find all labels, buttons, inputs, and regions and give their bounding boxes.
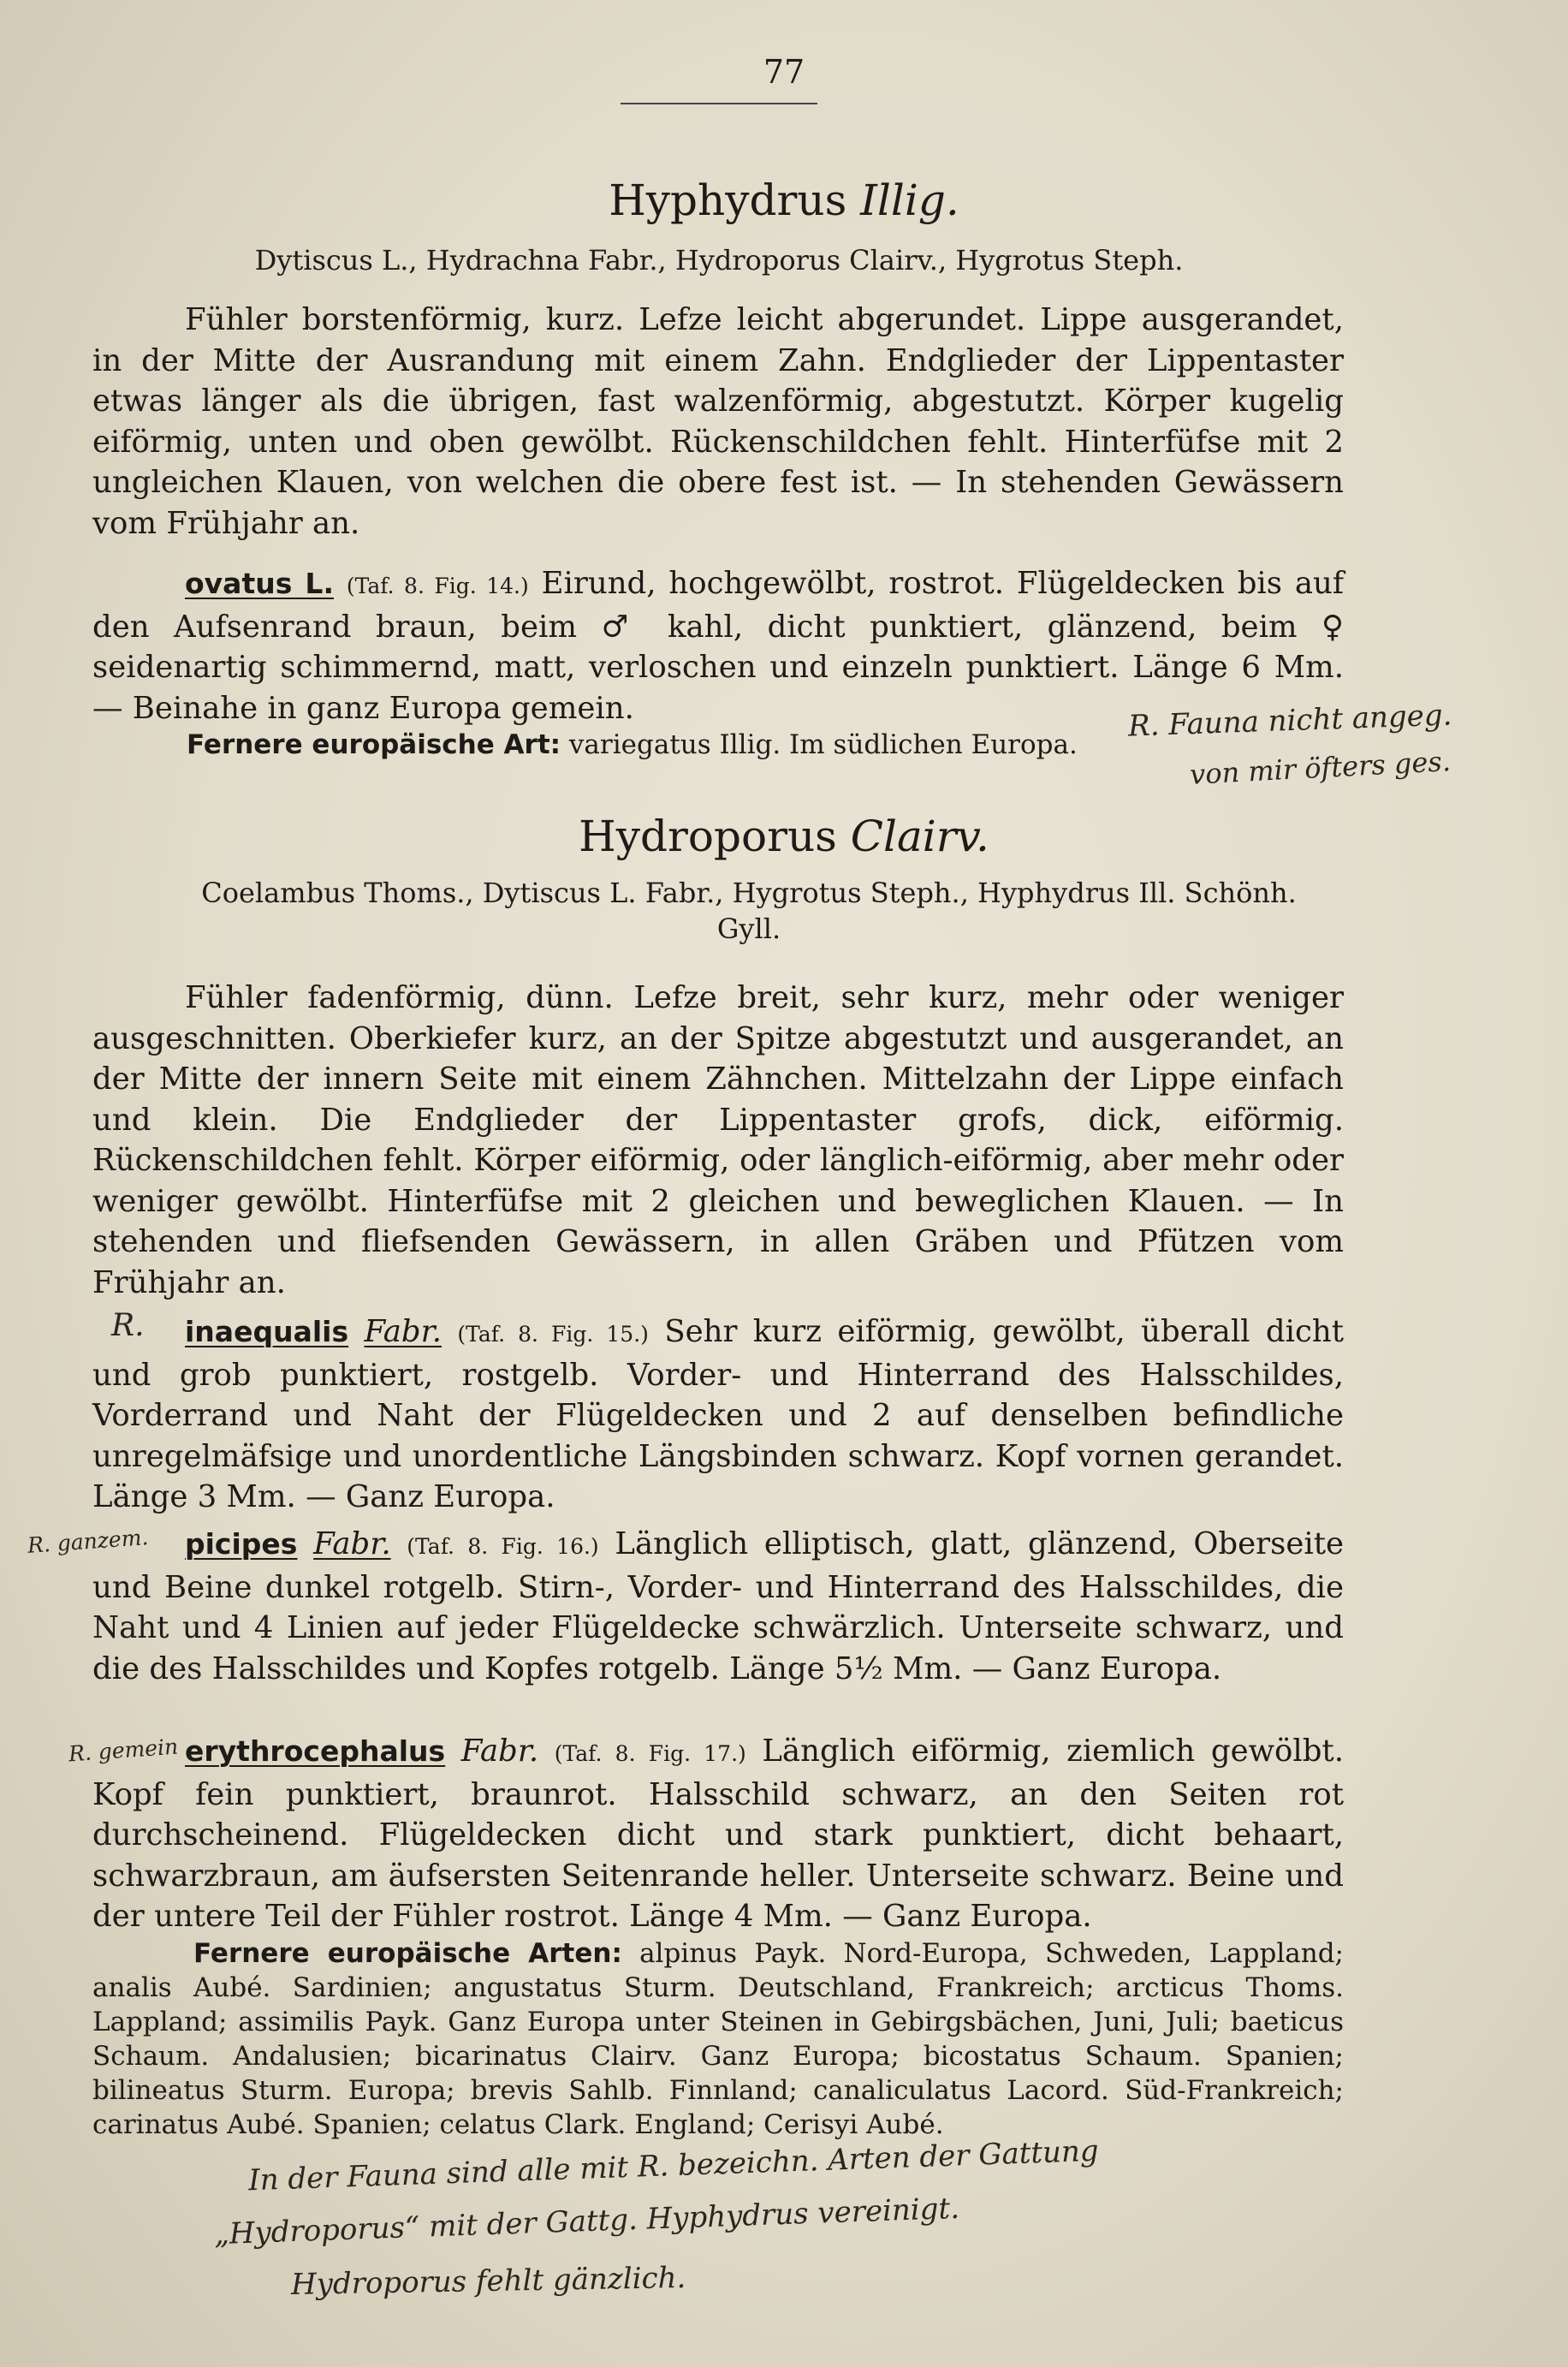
- species-author: Fabr.: [460, 1734, 539, 1769]
- other-species-text: alpinus Payk. Nord-Europa, Schweden, Lappland; analis Aubé. Sardinien; angustatus Sturm. Deutschland, Frankreich; arcticus Thoms. Lappland; assimilis Payk. Ganz Europa unter Steinen in Gebirgsbächen, Juni, Juli; baeticus Schaum. Andalusien; bicarinatus Clairv. Ganz Europa; bicostatus Schaum. Spanien; bilineatus Sturm. Europa; brevis Sahlb. Finnland; canaliculatus Lacord. Süd-Frankreich; carinatus Aubé. Spanien; celatus Clark. England; Cerisyi Aubé.: [92, 1938, 1345, 2140]
- plate-reference: (Taf. 8. Fig. 16.): [407, 1534, 599, 1559]
- species-entry-ovatus: [92, 563, 1344, 729]
- genus-name: Hydroporus: [579, 812, 837, 861]
- handwritten-mark-picipes: R. ganzem.: [27, 1525, 150, 1558]
- synonyms-hyphydrus: Dytiscus L., Hydrachna Fabr., Hydroporus Clairv., Hygrotus Steph.: [254, 244, 1184, 277]
- genus-author: Illig.: [860, 175, 959, 225]
- handwritten-bottom-line1: In der Fauna sind alle mit R. bezeichn. Arten der Gattung: [247, 2133, 1100, 2198]
- handwritten-mark-erythrocephalus: R. gemein: [68, 1734, 179, 1767]
- species-name: inaequalis: [185, 1315, 349, 1348]
- handwritten-bottom-line3: Hydroporus fehlt gänzlich.: [290, 2260, 686, 2303]
- page-number-rule: [621, 103, 817, 104]
- description-hydroporus: Fühler fadenförmig, dünn. Lefze breit, sehr kurz, mehr oder weniger ausgeschnitten. Oberkiefer kurz, an der Spitze abgestutzt und ausgerandet, an der Mitte der innern Seite mit einem Zähnchen. Mittelzahn der Lippe einfach und klein. Die Endglieder der Lippentaster grofs, dick, eiförmig. Rückenschildchen fehlt. Körper eiförmig, oder länglich-eiförmig, aber mehr oder weniger gewölbt. Hinterfüfse mit 2 gleichen und beweglichen Klauen. — In stehenden und fliefsenden Gewässern, in allen Gräben und Pfützen vom Frühjahr an.: [92, 980, 1344, 1300]
- other-species-label: Fernere europäische Art:: [187, 729, 561, 760]
- species-entry-picipes: [92, 1524, 1344, 1689]
- genus-name: Hyphydrus: [609, 175, 847, 225]
- species-name: erythrocephalus: [185, 1734, 446, 1768]
- species-text: Eirund, hochgewölbt, rostrot. Flügeldecken bis auf den Aufsenrand braun, beim ♂ kahl, dicht punktiert, glänzend, beim ♀ seidenartig schimmernd, matt, verloschen und einzeln punktiert. Länge 6 Mm. — Beinahe in ganz Europa gemein.: [92, 566, 1345, 726]
- synonyms-hydroporus: Coelambus Thoms., Dytiscus L. Fabr., Hygrotus Steph., Hyphydrus Ill. Schönh. Gyll.: [201, 877, 1297, 945]
- genus-heading-hydroporus: [0, 812, 1568, 861]
- genus-author: Clairv.: [850, 812, 989, 861]
- species-text: Länglich eiförmig, ziemlich gewölbt. Kopf fein punktiert, braunrot. Halsschild schwarz, an den Seiten rot durchscheinend. Flügeldecken dicht und stark punktiert, dicht behaart, schwarzbraun, am äufsersten Seitenrande heller. Unterseite schwarz. Beine und der untere Teil der Fühler rostrot. Länge 4 Mm. — Ganz Europa.: [92, 1734, 1344, 1934]
- other-species-hydroporus: [92, 1936, 1344, 2142]
- species-text: Sehr kurz eiförmig, gewölbt, überall dicht und grob punktiert, rostgelb. Vorder- und Hinterrand des Halsschildes, Vorderrand und Naht der Flügeldecken und 2 auf denselben befindliche unregelmäfsige und unordentliche Längsbinden schwarz. Kopf vornen gerandet. Länge 3 Mm. — Ganz Europa.: [92, 1314, 1345, 1514]
- plate-reference: (Taf. 8. Fig. 14.): [346, 574, 529, 598]
- description-hyphydrus: Fühler borstenförmig, kurz. Lefze leicht abgerundet. Lippe ausgerandet, in der Mitte der Ausrandung mit einem Zahn. Endglieder der Lippentaster etwas länger als die übrigen, fast walzenförmig, abgestutzt. Körper kugelig eiförmig, unten und oben gewölbt. Rückenschildchen fehlt. Hinterfüfse mit 2 ungleichen Klauen, von welchen die obere fest ist. — In stehenden Gewässern vom Frühjahr an.: [92, 302, 1344, 541]
- handwritten-bottom-line2: „Hydroporus“ mit der Gattg. Hyphydrus vereinigt.: [213, 2191, 960, 2252]
- species-name: picipes: [185, 1527, 298, 1561]
- species-entry-erythrocephalus: [92, 1731, 1344, 1937]
- genus-heading-hyphydrus: [0, 175, 1568, 225]
- species-author: Fabr.: [313, 1526, 391, 1561]
- page-number: 77: [763, 53, 805, 91]
- handwritten-note-line2: von mir öfters ges.: [1189, 745, 1452, 791]
- other-species-text: variegatus Illig. Im südlichen Europa.: [568, 729, 1078, 760]
- species-name: ovatus L.: [185, 567, 334, 600]
- species-text: Länglich elliptisch, glatt, glänzend, Oberseite und Beine dunkel rotgelb. Stirn-, Vorder- und Hinterrand des Halsschildes, die Naht und 4 Linien auf jeder Flügeldecke schwärzlich. Unterseite schwarz, und die des Halsschildes und Kopfes rotgelb. Länge 5½ Mm. — Ganz Europa.: [92, 1526, 1344, 1686]
- other-species-hyphydrus: [187, 729, 1078, 760]
- plate-reference: (Taf. 8. Fig. 17.): [554, 1741, 746, 1766]
- handwritten-note-line1: R. Fauna nicht angeg.: [1127, 698, 1453, 744]
- species-author: Fabr.: [364, 1314, 442, 1349]
- plate-reference: (Taf. 8. Fig. 15.): [457, 1322, 649, 1347]
- handwritten-mark-inaequalis: R.: [111, 1308, 145, 1343]
- other-species-label: Fernere europäische Arten:: [193, 1938, 622, 1969]
- species-entry-inaequalis: [92, 1311, 1344, 1518]
